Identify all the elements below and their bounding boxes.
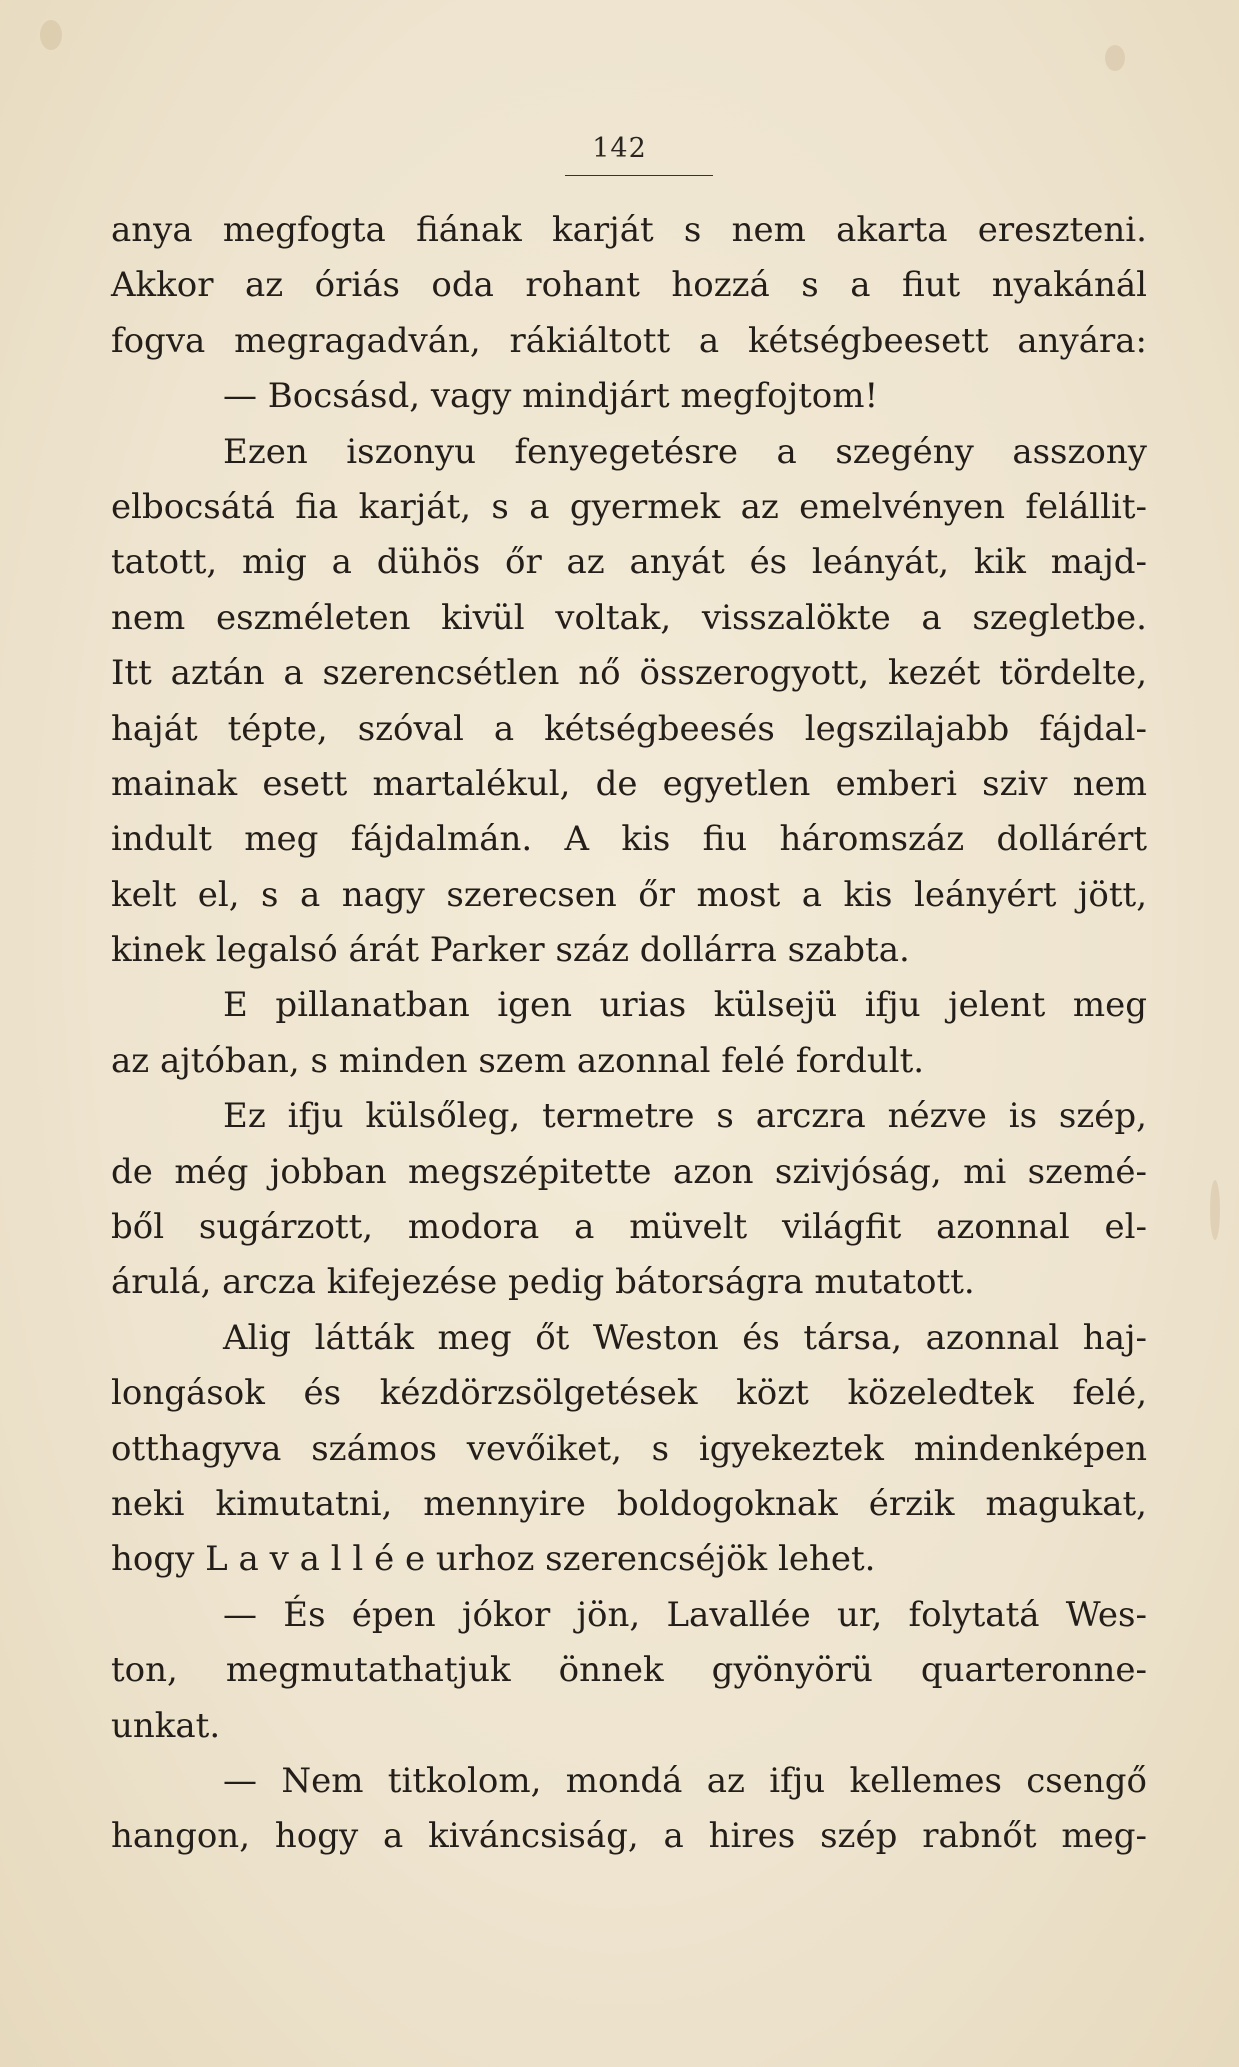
text-line: Ez ifju külsőleg, termetre s arczra nézve is szép, [223, 1096, 1147, 1137]
text-line: kelt el, s a nagy szerecsen őr most a kis leányért jött, [111, 874, 1147, 915]
text-line: hogy L a v a l l é e urhoz szerencséjök lehet. [111, 1539, 876, 1580]
text-line: neki kimutatni, mennyire boldogoknak érzik magukat, [111, 1483, 1147, 1524]
text-line: Itt aztán a szerencsétlen nő összerogyott, kezét tördelte, [111, 653, 1147, 694]
text-line: de még jobban megszépitette azon szivjóság, mi szemé- [111, 1151, 1147, 1192]
text-line: anya megfogta fiának karját s nem akarta ereszteni. [111, 210, 1147, 250]
text-line: longások és kézdörzsölgetések közt közeledtek felé, [111, 1373, 1147, 1414]
text-line: haját tépte, szóval a kétségbeesés legszilajabb fájdal- [111, 708, 1147, 749]
text-line: — Nem titkolom, mondá az ifju kellemes csengő [223, 1760, 1147, 1801]
text-line: tatott, mig a dühös őr az anyát és leányát, kik majd- [111, 542, 1147, 583]
page-number: 142 [592, 133, 647, 164]
text-line: indult meg fájdalmán. A kis fiu háromszáz dollárért [111, 819, 1147, 860]
text-line: ton, megmutathatjuk önnek gyönyörü quarteronne- [111, 1650, 1147, 1691]
text-line: az ajtóban, s minden szem azonnal felé fordult. [111, 1040, 925, 1081]
paper-stain [40, 20, 62, 50]
text-line: ből sugárzott, modora a müvelt világfit azonnal el- [111, 1207, 1147, 1248]
paper-stain [1105, 45, 1125, 71]
text-line: hangon, hogy a kiváncsiság, a hires szép rabnőt meg- [111, 1816, 1147, 1857]
text-line: Alig látták meg őt Weston és társa, azonnal haj- [223, 1317, 1147, 1358]
text-line: Akkor az óriás oda rohant hozzá s a fiut nyakánál [111, 265, 1147, 306]
text-line: — Bocsásd, vagy mindjárt megfojtom! [223, 376, 879, 417]
text-line: E pillanatban igen urias külsejü ifju jelent meg [223, 985, 1147, 1026]
text-line: árulá, arcza kifejezése pedig bátorságra mutatott. [111, 1262, 975, 1303]
text-line: kinek legalsó árát Parker száz dollárra szabta. [111, 930, 910, 971]
text-line: Ezen iszonyu fenyegetésre a szegény asszony [223, 431, 1147, 472]
body-text [111, 203, 1147, 1865]
header-rule [565, 175, 713, 176]
text-line: — És épen jókor jön, Lavallée ur, folytatá Wes- [223, 1594, 1147, 1635]
text-line: nem eszméleten kivül voltak, visszalökte a szegletbe. [111, 597, 1147, 638]
text-line: mainak esett martalékul, de egyetlen emberi sziv nem [111, 763, 1147, 804]
text-line: elbocsátá fia karját, s a gyermek az emelvényen felállit- [111, 486, 1147, 527]
text-line: unkat. [111, 1705, 221, 1746]
text-line: fogva megragadván, rákiáltott a kétségbeesett anyára: [111, 320, 1147, 361]
paper-stain [1210, 1180, 1220, 1240]
text-line: otthagyva számos vevőiket, s igyekeztek mindenképen [111, 1428, 1147, 1469]
